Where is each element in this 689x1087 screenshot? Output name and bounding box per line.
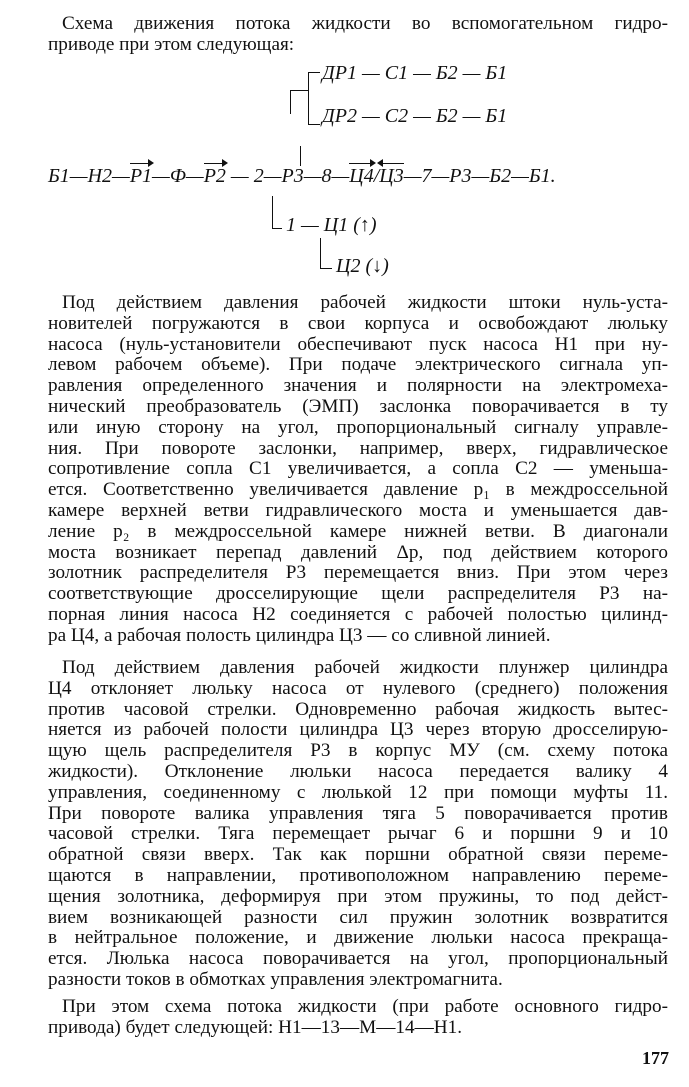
- text-line: щую щель распределителя Р3 в корпус МУ (см. схему потока: [48, 740, 668, 762]
- text-line: вием возникающей разности сил пружин золотник возвратится: [48, 906, 668, 928]
- vector-c4: Ц4: [349, 165, 374, 187]
- text-line: жидкости). Отклонение люльки насоса передается валику 4: [48, 760, 668, 782]
- text-line: щения золотника, деформируя при этом пружины, то под дейст-: [48, 885, 668, 907]
- text-line: Под действием давления рабочей жидкости плунжер цилиндра: [62, 657, 668, 678]
- text-line: против часовой стрелки. Одновременно рабочая жидкость вытес-: [48, 698, 668, 720]
- text-line: При этом схема потока жидкости (при работе основного гидро-: [62, 996, 668, 1017]
- vector-p1: Р1: [129, 165, 153, 187]
- text-line: сопротивление сопла С1 увеличивается, а сопла С2 — уменьша-: [48, 458, 668, 480]
- text-line: щаются в направлении, противоположном направлению переме-: [48, 864, 668, 886]
- paragraph-2: [48, 658, 668, 991]
- scheme-connector: [308, 124, 320, 125]
- text-line: ра Ц4, а рабочая полость цилиндра Ц3 — со сливной линией.: [48, 624, 551, 646]
- text-line: Схема движения потока жидкости во вспомогательном гидро-: [62, 13, 668, 34]
- main-phi: —Ф—: [152, 165, 204, 187]
- text-line: равления определенного значения и полярности на электромеха-: [48, 375, 668, 397]
- scheme-stem: [300, 146, 301, 166]
- text-line: в нейтральное положение, и движение люльки насоса прекраща-: [48, 927, 668, 949]
- text-line: няется из рабочей полости цилиндра Ц3 через вторую дросселирую-: [48, 719, 668, 741]
- scheme-branch-top-2: ДР2 — С2 — Б2 — Б1: [322, 105, 508, 127]
- scheme-connector: [272, 228, 282, 229]
- scheme-bracket-upper: [308, 72, 309, 124]
- scheme-bracket-lower: [272, 196, 273, 228]
- main-prefix: Б1—Н2—: [48, 165, 130, 187]
- scheme-branch-top-1: ДР1 — С1 — Б2 — Б1: [322, 62, 508, 84]
- text-line: обратной связи вверх. Так как поршни обратной связи переме-: [48, 844, 668, 866]
- text-line: камере верхней ветви гидравлического моста и уменьшается дав-: [48, 499, 668, 521]
- text-line: Под действием давления рабочей жидкости штоки нуль-уста-: [62, 292, 668, 313]
- text-line: часовой стрелки. Тяга перемещает рычаг 6 и поршни 9 и 10: [48, 823, 668, 845]
- text-line: нический преобразователь (ЭМП) заслонка поворачивается в ту: [48, 395, 668, 417]
- scheme-bracket-upper-left: [290, 90, 291, 114]
- scheme-connector: [308, 72, 320, 73]
- text-line: левом рабочем объеме). При подаче электрического сигнала уп-: [48, 354, 668, 376]
- text-line: новителей погружаются в свои корпуса и освобождают люльку: [48, 312, 668, 334]
- vector-c3: Ц3: [379, 165, 404, 187]
- vector-p2: Р2: [203, 165, 226, 187]
- scheme-branch-low-2: Ц2 (↓): [336, 255, 389, 277]
- text-line: При повороте валика управления тяга 5 поворачивается против: [48, 802, 668, 824]
- text-line: приводе при этом следующая:: [48, 33, 295, 55]
- page-number: 177: [642, 1048, 669, 1068]
- text-line: ется. Соответственно увеличивается давление p₁ в междроссельной: [48, 479, 668, 501]
- text-line: разности токов в обмотках управления электромагнита.: [48, 968, 503, 990]
- text-line: насоса (нуль-установители обеспечивают пуск насоса Н1 при ну-: [48, 333, 668, 355]
- text-line: ется. Люлька насоса поворачивается на угол, пропорциональный: [48, 948, 668, 970]
- text-line: или иную сторону на угол, пропорциональный сигналу управле-: [48, 416, 668, 438]
- text-line: соответствующие дросселирующие щели распределителя Р3 на-: [48, 583, 668, 605]
- main-mid: — 2—Р3—8—: [225, 165, 350, 187]
- flow-scheme: [0, 0, 689, 290]
- text-line: привода) будет следующей: Н1—13—М—14—Н1.: [48, 1016, 463, 1038]
- text-line: золотник распределителя Р3 перемещается вниз. При этом через: [48, 562, 668, 584]
- scheme-connector: [320, 268, 332, 269]
- scheme-connector: [290, 90, 308, 91]
- main-slash: /: [373, 165, 380, 187]
- text-line: моста возникает перепад давлений Δp, под действием которого: [48, 541, 668, 563]
- text-line: Ц4 отклоняет люльку насоса от нулевого (среднего) положения: [48, 677, 668, 699]
- text-line: порная линия насоса Н2 соединяется с рабочей полостью цилинд-: [48, 603, 668, 625]
- scheme-main-line: [48, 165, 556, 188]
- main-tail: —7—Р3—Б2—Б1.: [403, 165, 556, 187]
- text-line: ление p₂ в междроссельной камере нижней ветви. В диагонали: [48, 520, 668, 542]
- paragraph-3: [48, 997, 668, 1039]
- scheme-branch-low-1: 1 — Ц1 (↑): [286, 214, 377, 236]
- paragraph-1: [48, 293, 668, 647]
- text-line: управления, соединенному с люлькой 12 при помощи муфты 11.: [48, 781, 668, 803]
- scheme-bracket-lower-2: [320, 238, 321, 268]
- text-line: ния. При повороте заслонки, например, вверх, гидравлическое: [48, 437, 668, 459]
